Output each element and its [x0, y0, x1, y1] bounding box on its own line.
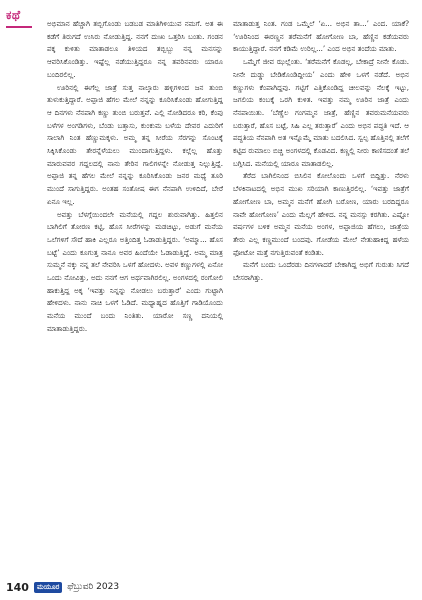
right-text-column [233, 18, 409, 572]
issue-date: ಫೆಬ್ರುವರಿ 2023 [67, 582, 120, 592]
paragraph: ಮಾತಾಡುತ್ತ ನಿಂತ. ಗಂಡ ಒಮ್ಮೆಲೆ ‘ಏ... ಅಭಿನ ತಾ...’ ಎಂದ. ಯಾಕೆ? ‘ಊರಿನಿಂದ ಈರಣ್ಣನ ತರೆಮನೆಗೆ ಹೋಗೋಣ ಬಾ, ಹೆಣ್ಣಿನ ಕಡೆಯವರು ಕಾಯುತ್ತಿದ್ದಾರೆ. ನನಗೆ ಕಡಿಮೆ ಉರಿಲ್ಲ...’ ಎಂದ ಅಭಿನ ತಂದೆಯ ಮಾತು. [233, 19, 409, 54]
left-text-column [47, 18, 223, 572]
paragraph: ಮನೆಗೆ ಬಂದು ಒಂದೆರಡು ದಿನಗಳಾದರೆ ಬೇಕಾಗಿದ್ದ ಅಭಿಗೆ ಗುರುತು ಸಿಗದೆ ಬೇಸರಾಗಿತ್ತು. [233, 260, 409, 283]
section-label-underline [6, 26, 32, 28]
paragraph: ಅಭಿಮಾನ ಹೆಚ್ಚಾಗಿ ತಬ್ಬಿಗೊಂಡು ಬಡಬಡ ಮಾತಿಗಿಳಿಯುವ ನಮಗೆ. ಅತ ಈ ಕಡೆಗೆ ತಿರುಗದೆ ಉಸಿರು ನೋಡುತ್ತಿದ್ದ. ನನಗೆ ದುಃಖ ಒತ್ತರಿಸಿ ಬಂತು. ಗಂಡನ ಪಕ್ಕ ಕುಳಿತು ಮಾತಾಡಲೂ ತಿಳಿಯದ ತಬ್ಬಿಬ್ಬು ನನ್ನ ಮನಸನ್ನು ಆವರಿಸಿಕೊಂಡಿತ್ತು. ಇಷ್ಟೆಲ್ಲ ನಡೆಯುತ್ತಿದ್ದರೂ ನನ್ನ ತವರಿನವರು ಯಾರೂ ಬಂದಿರಲಿಲ್ಲ. [47, 19, 223, 79]
paragraph: ಊರಿನಲ್ಲಿ ಈಗೆಲ್ಲ ಜಾತ್ರೆ ಸುತ್ತ ನಾಲ್ಕಾರು ಹಳ್ಳಿಗಳಿಂದ ಜನ ತುಂಬಿ ತುಳುಕುತ್ತಿದ್ದಾರೆ. ಅಪ್ಪಾಜಿ ಹೆಗಲ ಮೇಲೆ ನನ್ನನ್ನು ಕೂರಿಸಿಕೊಂಡು ಹೋಗುತ್ತಿದ್ದ ಆ ದಿನಗಳು ನೆನಪಾಗಿ ಕಣ್ಣು ತುಂಬಿ ಬರುತ್ತವೆ. ಎಲ್ಲಿ ನೋಡಿದರೂ ಕರಿ, ಕೆಂಪು ಬಳೆಗಳ ಅಂಗಡಿಗಳು, ಬೆಂಡು ಬತ್ತಾಸು, ಕುಂಕುಮ ಬಳೆಯ ದೇವರ ಎದುರಿಗೆ ಸಾಲಾಗಿ ನಿಂತ ಹೆಣ್ಣುಮಕ್ಕಳು. ಅಮ್ಮ ತನ್ನ ಸೀರೆಯ ಸೆರಗನ್ನು ಸೊಂಟಕ್ಕೆ ಸಿಕ್ಕಿಸಿಕೊಂಡು ತೇರನ್ನೆಳೆಯಲು ಮುಂದಾಗುತ್ತಿದ್ದಳು. ಕಲ್ಲೆಲ್ಲ ಹೊತ್ತು ಮಾರುವವರ ಗದ್ದಲದಲ್ಲಿ ನಾನು ತೇರಿನ ಗಾಲಿಗಳನ್ನೇ ನೋಡುತ್ತ ನಿಲ್ಲುತ್ತಿದ್ದೆ. ಅಪ್ಪಾಜಿ ತನ್ನ ಹೆಗಲ ಮೇಲೆ ನನ್ನನ್ನು ಕೂರಿಸಿಕೊಂಡು ಜನರ ಮಧ್ಯೆ ತೂರಿ ಮುಂದೆ ಸಾಗುತ್ತಿದ್ದರು. ಅಂತಹ ಸಂತೋಷ ಈಗ ನೆನಪಾಗಿ ಉಳಿದಿದೆ, ಬೇರೆ ಏನೂ ಇಲ್ಲ. [47, 82, 223, 206]
page-number: 140 [6, 580, 29, 594]
paragraph: ತೆರೆದ ಬಾಗಿಲಿನಿಂದ ಬಿಸಿಲಿನ ಕೋಲೊಂದು ಒಳಗೆ ಬಿದ್ದಿತ್ತು. ನೆರಳು ಬೆಳಕಿನಾಟದಲ್ಲಿ ಅಭಿನ ಮುಖ ಸರಿಯಾಗಿ ಕಾಣುತ್ತಿರಲಿಲ್ಲ. ‘ಇವತ್ತು ಜಾತ್ರೆಗೆ ಹೋಗೋಣ ಬಾ, ಅಮ್ಮನ ಮನೆಗೆ ಹೋಗಿ ಬರೋಣ, ಯಾರು ಬರದಿದ್ದರೂ ನಾವೇ ಹೋಗೋಣ’ ಎಂದು ಮೆಲ್ಲಗೆ ಹೇಳಿದ. ನನ್ನ ಮನಸ್ಸು ಕರಗಿತು. ಎಷ್ಟೋ ವರ್ಷಗಳ ಬಳಿಕ ಅಮ್ಮನ ಮನೆಯ ಅಂಗಳ, ಅಪ್ಪಾಜಿಯ ಹೆಗಲು, ಜಾತ್ರೆಯ ತೇರು ಎಲ್ಲ ಕಣ್ಣಮುಂದೆ ಬಂದವು. ಗೋಡೆಯ ಮೇಲೆ ನೇತುಹಾಕಿದ್ದ ಹಳೆಯ ಫೋಟೋ ಮತ್ತೆ ನಗುತ್ತಿರುವಂತೆ ಕಂಡಿತು. [233, 171, 409, 257]
magazine-logo: ಮಯೂರ [34, 582, 62, 593]
section-label: ಕಥೆ [6, 8, 21, 22]
paragraph: ಅವತ್ತು ಬೆಳಗ್ಗೆಯಿಂದಲೇ ಮನೆಯಲ್ಲಿ ಗದ್ದಲ ಶುರುವಾಗಿತ್ತು. ಹಿತ್ತಲಿನ ಬಾಗಿಲಿಗೆ ತೋರಣ ಕಟ್ಟಿ, ಹೊಸ ಸೀರೆಗಳನ್ನು ಮಡಚಿಟ್ಟು, ಅಡುಗೆ ಮನೆಯ ಒಲೆಗಳಿಗೆ ಸೌದೆ ಹಾಕಿ ಎಲ್ಲರೂ ಅತ್ತಿಂದಿತ್ತ ಓಡಾಡುತ್ತಿದ್ದರು. ‘ಅಮ್ಮಾ... ಹೊಸ ಬಟ್ಟೆ’ ಎಂದು ಕೂಗುತ್ತ ನಾನೂ ಅವರ ಹಿಂದೆಯೇ ಓಡಾಡುತ್ತಿದ್ದೆ. ಅಮ್ಮ ಮಾತ್ರ ಸುಮ್ಮನೆ ನಕ್ಕು ನನ್ನ ತಲೆ ನೇವರಿಸಿ ಒಳಗೆ ಹೋದಳು. ಅವಳ ಕಣ್ಣುಗಳಲ್ಲಿ ಏನೋ ಒಂದು ನೋವಿತ್ತು, ಅದು ನನಗೆ ಆಗ ಅರ್ಥವಾಗಿರಲಿಲ್ಲ. ಅಂಗಳದಲ್ಲಿ ರಂಗೋಲಿ ಹಾಕುತ್ತಿದ್ದ ಅಕ್ಕ ‘ಇವತ್ತು ನಿನ್ನನ್ನು ನೋಡಲು ಬರುತ್ತಾರೆ’ ಎಂದು ಗುಟ್ಟಾಗಿ ಹೇಳಿದಳು. ನಾನು ನಾಚಿ ಒಳಗೆ ಓಡಿದೆ. ಮಧ್ಯಾಹ್ನದ ಹೊತ್ತಿಗೆ ಗಾಡಿಯೊಂದು ಮನೆಯ ಮುಂದೆ ಬಂದು ನಿಂತಿತು. ಯಾರೋ ಸಣ್ಣ ದನಿಯಲ್ಲಿ ಮಾತಾಡುತ್ತಿದ್ದರು. [47, 209, 223, 333]
paragraph: ಒಮ್ಮೆಗೆ ಜೀವ ಝಲ್ಲೆಂತು. ‘ತರೆಮನೆಗೆ ಕೊಡಲ್ಲ, ಬೇಕಾದ್ರೆ ನೀನೇ ಕೊಡು. ನೀನೇ ದುಡ್ಡು ಬೇಡಿಕೊಂಡಿದ್ದೀಯ’ ಎಂದು ಹೇಳಿ ಒಳಗೆ ನಡೆದೆ. ಅಭಿನ ಕಣ್ಣುಗಳು ಕೆಂಪಾಗಿದ್ದವು. ಗಟ್ಟಿಗೆ ಎತ್ತಿಕೊಂಡಿದ್ದ ಚೀಲವನ್ನು ನೆಲಕ್ಕೆ ಇಟ್ಟು, ಜಗಲಿಯ ಕಂಬಕ್ಕೆ ಒರಗಿ ಕುಳಿತ. ಇವತ್ತು ನಮ್ಮ ಊರಿನ ಜಾತ್ರೆ ಎಂದು ನೆನಪಾಯಿತು. ‘ಬೆಣ್ಣೆಲ ಗಂಗಮ್ಮನ ಜಾತ್ರೆ, ಹೆಣ್ಣಿನ ತವರುಮನೆಯವರು ಬರುತ್ತಾರೆ, ಹೊಸ ಬಟ್ಟೆ, ಸಿಹಿ ಎಲ್ಲ ತರುತ್ತಾರೆ’ ಎಂದು ಅಭಿನ ಪದ್ಧತಿ ಇದೆ. ಆ ಪದ್ಧತಿಯ ನೆನಪಾಗಿ ಅತ ಇನ್ನೊಮ್ಮೆ ಮಾತು ಬದಲಿಸಿದ. ಸ್ವಲ್ಪ ಹೊತ್ತಿನಲ್ಲಿ ತಲೆಗೆ ಕಟ್ಟಿದ ರುಮಾಲು ಬಿಚ್ಚಿ ಅಂಗಳದಲ್ಲಿ ಕೊಡವಿದ. ಕಣ್ಣಲ್ಲಿ ನೀರು ಕಾಣಿಸದಂತೆ ತಲೆ ಬಗ್ಗಿಸಿದ. ಮನೆಯಲ್ಲಿ ಯಾರೂ ಮಾತಾಡಲಿಲ್ಲ. [233, 57, 409, 168]
page-footer [6, 580, 119, 594]
